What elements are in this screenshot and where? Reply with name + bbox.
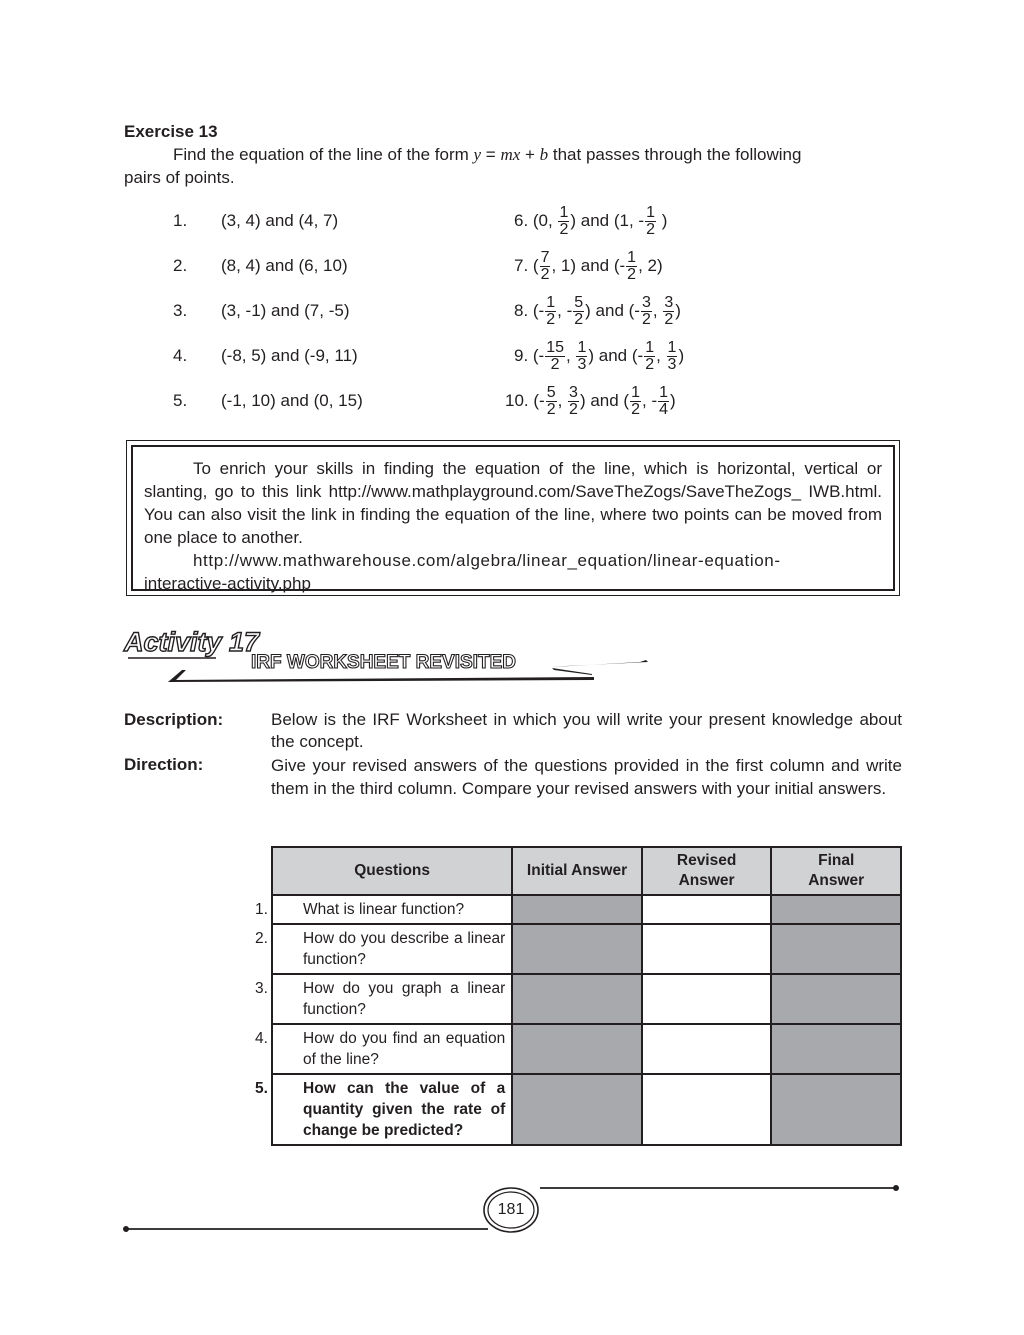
item-sep: , [652, 301, 663, 320]
fraction [658, 385, 669, 418]
revised-answer-cell-1[interactable] [642, 895, 772, 924]
header-questions: Questions [272, 847, 512, 895]
denominator: 2 [641, 311, 651, 329]
note-paragraph-2 [144, 549, 882, 572]
denominator: 4 [659, 401, 669, 419]
exercise-intro [124, 144, 900, 166]
header-final-line1: Final [818, 852, 855, 869]
numerator: 5 [546, 384, 556, 402]
formula-eq: = [481, 145, 501, 164]
item-number: 5. [173, 391, 188, 410]
item-end: ) [656, 211, 668, 230]
banner-swoosh [120, 640, 680, 690]
denominator: 2 [645, 356, 655, 374]
exercise-title: Exercise 13 [124, 122, 218, 141]
initial-answer-cell-4 [512, 1024, 642, 1074]
activity-label: Activity 17 [124, 627, 260, 657]
item-end: ) [675, 301, 681, 320]
fraction [644, 340, 655, 373]
exercise-item-9 [514, 336, 684, 376]
item-sep: , [656, 346, 666, 365]
exercise-intro-line2: pairs of points. [124, 168, 235, 187]
table-row [272, 1074, 901, 1145]
fraction [641, 295, 652, 328]
numerator: 1 [546, 294, 556, 312]
initial-answer-cell-5 [512, 1074, 642, 1145]
fraction [546, 385, 557, 418]
denominator: 2 [574, 311, 584, 329]
final-answer-cell-4 [771, 1024, 901, 1074]
final-answer-cell-1 [771, 895, 901, 924]
numerator: 7 [540, 249, 550, 267]
table-header-row [272, 847, 901, 895]
denominator: 2 [627, 266, 637, 284]
link-mathwarehouse[interactable]: http://www.mathwarehouse.com/algebra/linear_equation/linear-equation- [193, 551, 781, 570]
fraction [626, 250, 637, 283]
exercise-item-8 [514, 291, 681, 331]
question-text: How can the value of a quantity given the rate of change be predicted? [303, 1080, 506, 1139]
item-number: 2. [173, 256, 188, 275]
formula-mx: mx [500, 145, 521, 164]
item-prefix: 6. (0, [514, 211, 558, 230]
header-final-answer [771, 847, 901, 895]
footer-dot-right [893, 1185, 899, 1191]
item-sep: , [557, 391, 568, 410]
header-revised-answer [642, 847, 772, 895]
exercise-item-7 [514, 246, 663, 286]
header-final-line2: Answer [808, 872, 865, 889]
formula-plus: + [520, 145, 540, 164]
denominator: 2 [631, 401, 640, 419]
exercise-item-10 [505, 381, 676, 421]
header-revised-line1: Revised [676, 852, 737, 869]
denominator: 2 [569, 401, 578, 419]
revised-answer-cell-4[interactable] [642, 1024, 772, 1074]
fraction [667, 340, 678, 373]
denominator: 2 [559, 221, 569, 239]
numerator: 1 [577, 339, 587, 357]
numerator: 1 [631, 384, 640, 402]
table-row [272, 974, 901, 1024]
item-text: (8, 4) and (6, 10) [221, 256, 348, 275]
denominator: 2 [540, 266, 550, 284]
numerator: 5 [574, 294, 584, 312]
fraction [576, 340, 587, 373]
header-initial-answer: Initial Answer [512, 847, 642, 895]
denominator: 2 [546, 401, 556, 419]
denominator: 2 [646, 221, 655, 239]
initial-answer-cell-2 [512, 924, 642, 974]
fraction [645, 205, 656, 238]
item-sep: , [566, 346, 576, 365]
question-number: 1. [255, 901, 268, 918]
item-text: (-8, 5) and (-9, 11) [221, 346, 358, 365]
denominator: 2 [664, 311, 674, 329]
exercise-item-1 [173, 201, 338, 241]
numerator: 1 [659, 384, 669, 402]
table-row [272, 895, 901, 924]
note-paragraph-2-cont [144, 572, 882, 595]
banner-swoosh-right-2 [552, 668, 592, 675]
question-text: How do you graph a linear function? [303, 980, 506, 1018]
numerator: 1 [559, 204, 569, 222]
item-number: 1. [173, 211, 188, 230]
banner-underline [168, 677, 594, 682]
question-text: How do you describe a linear function? [303, 930, 506, 968]
footer-dot-left [123, 1226, 129, 1232]
fraction [663, 295, 674, 328]
note-paragraph-1: To enrich your skills in finding the equation of the line, which is horizontal, vertical or slanting, go to this link http://www.mathplayground.com/SaveTheZogs/SaveTheZogs_ IWB.html. You can also visit the link in finding the equation of the line, where two points can be moved from one place to another. [144, 459, 882, 547]
item-mid: , 1) and (- [551, 256, 626, 275]
fraction [545, 340, 565, 373]
numerator: 1 [667, 339, 677, 357]
numerator: 15 [546, 339, 565, 357]
table-row [272, 1024, 901, 1074]
final-answer-cell-3 [771, 974, 901, 1024]
question-cell-5 [255, 1074, 512, 1145]
item-prefix: 7. ( [514, 256, 539, 275]
exercise-item-2 [173, 246, 348, 286]
question-number: 4. [255, 1030, 268, 1047]
description-label: Description: [124, 710, 224, 729]
denominator: 2 [550, 356, 560, 374]
header-revised-line2: Answer [678, 872, 735, 889]
item-end: , 2) [638, 256, 663, 275]
numerator: 1 [627, 249, 637, 267]
numerator: 1 [646, 204, 655, 222]
initial-answer-cell-3 [512, 974, 642, 1024]
item-end: ) [678, 346, 685, 365]
revised-answer-cell-3[interactable] [642, 974, 772, 1024]
formula-y: y [473, 145, 482, 164]
fraction [558, 205, 569, 238]
intro-text-before: Find the equation of the line of the form [173, 145, 474, 164]
item-prefix: 9. (- [514, 346, 545, 365]
denominator: 3 [577, 356, 587, 374]
link-mathwarehouse-cont[interactable]: interactive-activity.php [144, 574, 311, 593]
fraction [630, 385, 641, 418]
direction-label: Direction: [124, 755, 204, 774]
question-number: 5. [255, 1080, 268, 1097]
fraction [540, 250, 551, 283]
item-mid: ) and (1, - [570, 211, 645, 230]
item-text: (-1, 10) and (0, 15) [221, 391, 363, 410]
exercise-item-6 [514, 201, 667, 241]
note-inner-frame [131, 445, 895, 591]
revised-answer-cell-2[interactable] [642, 924, 772, 974]
question-cell-4 [255, 1024, 512, 1074]
item-sep: , - [557, 301, 573, 320]
activity-title: IRF WORKSHEET REVISITED [251, 652, 516, 673]
item-mid: ) and (- [588, 346, 644, 365]
question-cell-3 [255, 974, 512, 1024]
numerator: 3 [641, 294, 651, 312]
fraction [573, 295, 584, 328]
final-answer-cell-5 [771, 1074, 901, 1145]
question-text: How do you find an equation of the line? [303, 1030, 506, 1068]
exercise-item-5 [173, 381, 363, 421]
numerator: 3 [569, 384, 578, 402]
exercise-item-3 [173, 291, 350, 331]
fraction [568, 385, 579, 418]
item-number: 3. [173, 301, 188, 320]
numerator: 1 [645, 339, 655, 357]
question-cell-1 [255, 895, 512, 924]
denominator: 2 [546, 311, 556, 329]
item-mid: ) and (- [585, 301, 640, 320]
item-text: (3, 4) and (4, 7) [221, 211, 339, 230]
item-number: 4. [173, 346, 188, 365]
formula-b: b [539, 145, 549, 164]
description-text: Below is the IRF Worksheet in which you will write your present knowledge about the concept. [271, 710, 902, 751]
numerator: 3 [664, 294, 674, 312]
item-prefix: 10. (- [505, 391, 545, 410]
item-sep: , - [642, 391, 658, 410]
direction-text: Give your revised answers of the questions provided in the first column and write them in the third column. Compare your revised answers with your initial answers. [271, 756, 902, 798]
question-cell-2 [255, 924, 512, 974]
exercise-item-4 [173, 336, 358, 376]
irf-worksheet-table [255, 846, 902, 1146]
item-prefix: 8. (- [514, 301, 545, 320]
item-text: (3, -1) and (7, -5) [221, 301, 350, 320]
revised-answer-cell-5[interactable] [642, 1074, 772, 1145]
note-box [126, 440, 900, 596]
question-text: What is linear function? [303, 901, 465, 918]
banner-swoosh-right [552, 660, 648, 667]
final-answer-cell-2 [771, 924, 901, 974]
denominator: 3 [667, 356, 677, 374]
initial-answer-cell-1 [512, 895, 642, 924]
question-number: 2. [255, 930, 268, 947]
intro-text-after: that passes through the following [548, 145, 802, 164]
item-mid: ) and ( [579, 391, 630, 410]
question-number: 3. [255, 980, 268, 997]
page-number: 181 [497, 1201, 525, 1218]
table-row [272, 924, 901, 974]
item-end: ) [670, 391, 676, 410]
fraction [545, 295, 556, 328]
